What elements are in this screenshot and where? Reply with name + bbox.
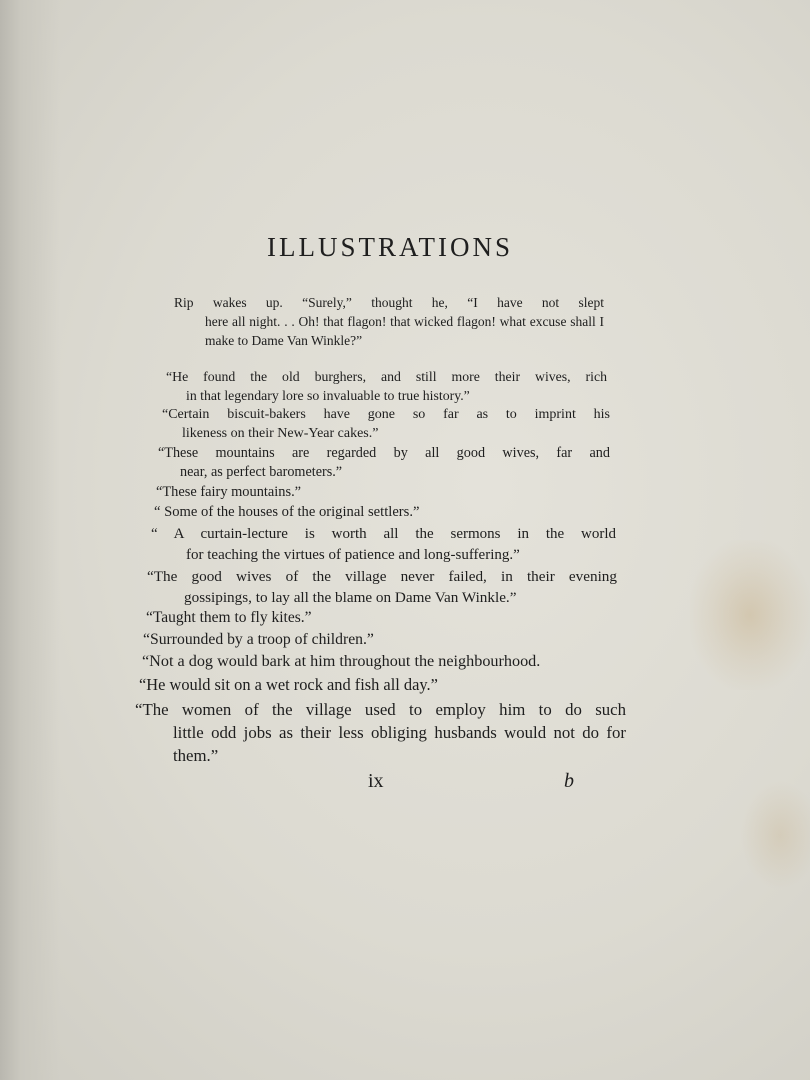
entry-first-line: “He found the old burghers, and still more their wives, rich [166, 369, 607, 384]
entry-first-line: “These mountains are regarded by all good wives, far and [158, 445, 610, 461]
foxing-stain [740, 780, 810, 890]
entry-continuation: for teaching the virtues of patience and long-suffering.” [186, 547, 520, 563]
illustration-entry [139, 675, 438, 694]
page-title: ILLUSTRATIONS [267, 232, 513, 262]
illustration-entry [156, 483, 301, 502]
entry-first-line: “The good wives of the village never failed, in their evening [147, 568, 617, 585]
illustration-entry [147, 566, 617, 608]
illustration-entry [166, 367, 607, 405]
entry-first-line: “The women of the village used to employ him to do such [135, 700, 626, 719]
illustration-entry [143, 630, 374, 649]
foxing-stain [690, 540, 810, 690]
illustration-entry [158, 444, 610, 482]
entry-continuation: gossipings, to lay all the blame on Dame Van Winkle.” [184, 589, 517, 606]
entry-continuation: little odd jobs as their less obliging husbands would not do for them.” [173, 723, 626, 765]
illustration-entry [146, 608, 312, 627]
entry-first-line: “Taught them to fly kites.” [146, 609, 312, 626]
page-number: ix [368, 770, 384, 792]
illustration-entry [154, 503, 419, 522]
illustration-entry [151, 524, 616, 566]
entry-first-line: “ A curtain-lecture is worth all the sermons in the world [151, 526, 616, 542]
entry-first-line: “Surrounded by a troop of children.” [143, 631, 374, 648]
entry-continuation: near, as perfect barometers.” [180, 464, 343, 480]
entry-first-line: “He would sit on a wet rock and fish all day.” [139, 675, 438, 694]
entry-continuation: here all night. . . Oh! that flagon! that wicked flagon! what excuse shall I make to Dame Van Winkle?” [205, 314, 604, 348]
illustration-entry [135, 698, 626, 767]
illustration-entry [174, 293, 604, 350]
illustration-entry [162, 405, 610, 443]
signature-mark: b [564, 770, 574, 792]
entry-first-line: “ Some of the houses of the original settlers.” [154, 504, 420, 520]
entry-first-line: “These fairy mountains.” [156, 484, 302, 500]
illustration-entry [142, 652, 617, 671]
entry-continuation: in that legendary lore so invaluable to true history.” [186, 388, 470, 403]
entry-first-line: “Not a dog would bark at him throughout the neighbourhood. [142, 652, 541, 670]
entry-continuation: likeness on their New-Year cakes.” [182, 426, 379, 441]
entry-first-line: Rip wakes up. “Surely,” thought he, “I have not slept [174, 295, 604, 310]
page-edge-shadow [0, 0, 60, 1080]
entry-first-line: “Certain biscuit-bakers have gone so far as to imprint his [162, 407, 610, 422]
